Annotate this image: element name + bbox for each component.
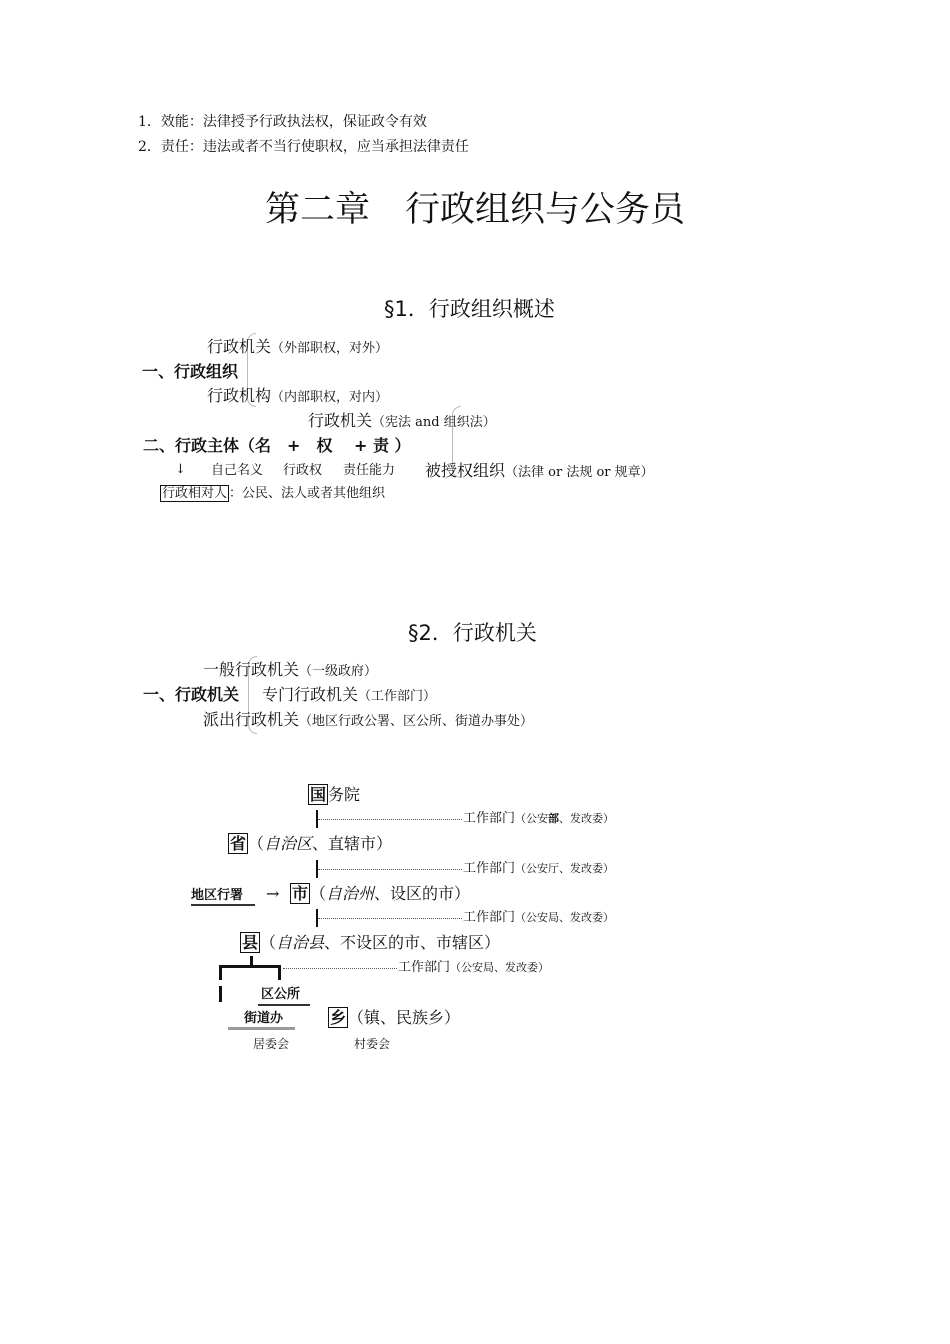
organ-label: 一、行政机关 [143, 685, 240, 704]
dept-2: 工作部门（公安厅、发改委） [463, 861, 615, 876]
section1-title: §1．行政组织概述 [384, 297, 555, 321]
diqu-underline [191, 904, 255, 906]
dept-line-2 [318, 869, 462, 870]
jiedao-ban: 街道办 [244, 1011, 284, 1026]
arrow-right: → [266, 884, 280, 903]
jiedao-drop [219, 986, 222, 1002]
level-xiang: 乡 （镇、民族乡） [330, 1008, 461, 1027]
branch-right-drop [278, 965, 281, 980]
org-item-2: 行政机构（内部职权，对内） [207, 386, 389, 405]
dept-line-1 [318, 819, 462, 820]
diqu-xingshu: 地区行署 [191, 888, 244, 903]
counterpart-line: 行政相对人 ：公民、法人或者其他组织 [162, 486, 386, 501]
dept-3: 工作部门（公安局、发改委） [463, 910, 615, 925]
level-guowuyuan: 国 务院 [310, 785, 361, 804]
juweihui: 居委会 [253, 1037, 290, 1051]
subject-sub-1: 自己名义 [211, 463, 264, 478]
subject-top: 行政机关（宪法 and 组织法） [308, 411, 496, 430]
subject-bottom: 被授权组织（法律 or 法规 or 规章） [425, 461, 654, 480]
dept-line-4 [283, 968, 397, 969]
branch-left-drop [219, 965, 222, 980]
subject-sub-2: 行政权 [283, 463, 323, 478]
shi-box: 市 [292, 884, 309, 903]
dept-1: 工作部门（公安部、发改委） [463, 811, 615, 826]
intro-line-1: 1．效能：法律授予行政执法权，保证政令有效 [138, 114, 427, 130]
branch-stem [250, 956, 253, 968]
intro-line-2: 2．责任：违法或者不当行使职权，应当承担法律责任 [138, 139, 469, 155]
dept-4: 工作部门（公安局、发改委） [398, 960, 550, 975]
qu-underline [258, 1004, 310, 1006]
sheng-box: 省 [230, 834, 247, 853]
xian-box: 县 [242, 933, 259, 952]
org-item-1: 行政机关（外部职权，对外） [207, 337, 389, 356]
level-shi: 市 （自治州、设区的市） [292, 884, 471, 903]
counterpart-label: 行政相对人 [162, 486, 228, 501]
subject-arrow: ↓ [175, 462, 186, 477]
dept-line-3 [318, 918, 462, 919]
organ-item-3: 派出行政机关（地区行政公署、区公所、街道办事处） [203, 710, 534, 729]
level-sheng: 省 （自治区、直辖市） [230, 834, 393, 853]
level-xian: 县 （自治县、不设区的市、市辖区） [242, 933, 501, 952]
jiedao-underline [228, 1027, 295, 1030]
guo-box: 国 [310, 785, 327, 804]
section2-title: §2．行政机关 [408, 621, 537, 645]
xiang-box: 乡 [330, 1008, 347, 1027]
organ-item-1: 一般行政机关（一级政府） [203, 660, 378, 679]
chapter-title: 第二章 行政组织与公务员 [264, 190, 685, 230]
qu-gongsuo: 区公所 [261, 987, 301, 1002]
organ-item-2: 专门行政机关（工作部门） [262, 685, 437, 704]
subject-sub-3: 责任能力 [343, 463, 396, 478]
cunweihui: 村委会 [354, 1037, 391, 1051]
org-label: 一、行政组织 [142, 362, 239, 381]
subject-label: 二、行政主体（名 + 权 + 责 ） [143, 436, 411, 455]
